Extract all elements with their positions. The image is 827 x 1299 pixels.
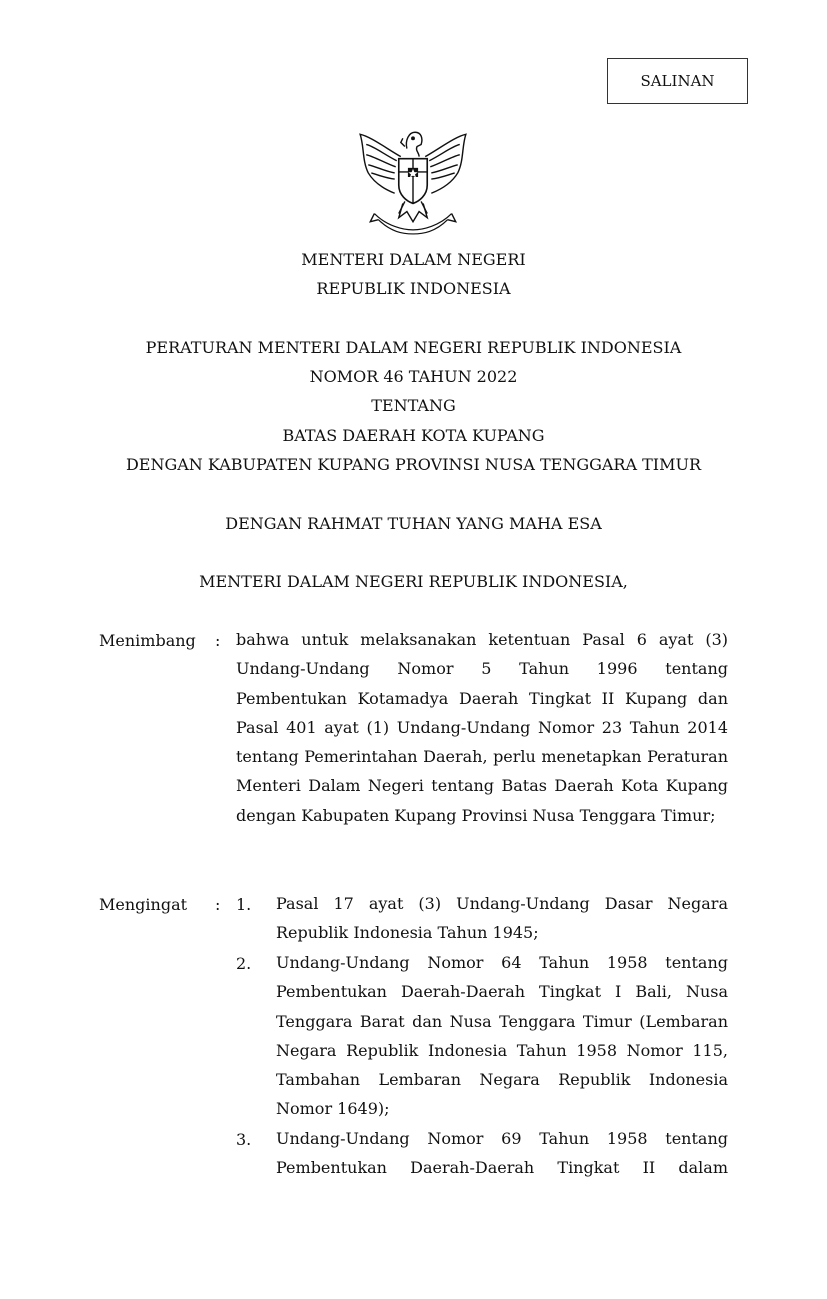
menimbang-text: bahwa untuk melaksanakan ketentuan Pasal 6 ayat (3) Undang-Undang Nomor 5 Tahun 1996 tentang Pembentukan Kotamadya Daerah Tingkat II Kupang dan Pasal 401 ayat (1) Undang-Undang Nomor 23 Tahun 2014 tentang Pemerintahan Daerah, perlu menetapkan Peraturan Menteri Dalam Negeri tentang Batas Daerah Kota Kupang dengan Kabupaten Kupang Provinsi Nusa Tenggara Timur; [236,630,728,825]
mengingat-item-1-text: Pasal 17 ayat (3) Undang-Undang Dasar Negara Republik Indonesia Tahun 1945; [276,894,728,943]
mengingat-item-2-text: Undang-Undang Nomor 64 Tahun 1958 tentang Pembentukan Daerah-Daerah Tingkat I Bali, Nusa Tenggara Barat dan Nusa Tenggara Timur (Lembaran Negara Republik Indonesia Tahun 1958 Nomor 115, Tambahan Lembaran Negara Republik Indonesia Nomor 1649); [276,953,728,1119]
mengingat-item-1-number: 1. [236,895,252,914]
mengingat-colon: : [215,895,221,914]
mengingat-item-2-number: 2. [236,954,252,973]
title-number: NOMOR 46 TAHUN 2022 [309,367,518,386]
invocation: DENGAN RAHMAT TUHAN YANG MAHA ESA [225,514,602,533]
header-line-2: REPUBLIK INDONESIA [316,279,511,298]
salinan-stamp: SALINAN [607,58,748,104]
title-subject-1: BATAS DAERAH KOTA KUPANG [282,426,545,445]
title-line-1: PERATURAN MENTERI DALAM NEGERI REPUBLIK INDONESIA [145,338,682,357]
mengingat-label: Mengingat [99,895,188,914]
garuda-emblem-icon [352,116,474,238]
mengingat-item-3-number: 3. [236,1130,252,1149]
menimbang-colon: : [215,631,221,650]
authority: MENTERI DALAM NEGERI REPUBLIK INDONESIA, [199,572,628,591]
title-tentang: TENTANG [371,396,456,415]
title-subject-2: DENGAN KABUPATEN KUPANG PROVINSI NUSA TENGGARA TIMUR [125,455,702,474]
mengingat-item-3-text: Undang-Undang Nomor 69 Tahun 1958 tentang Pembentukan Daerah-Daerah Tingkat II dalam [276,1129,728,1178]
menimbang-label: Menimbang [99,631,196,650]
header-line-1: MENTERI DALAM NEGERI [301,250,526,269]
